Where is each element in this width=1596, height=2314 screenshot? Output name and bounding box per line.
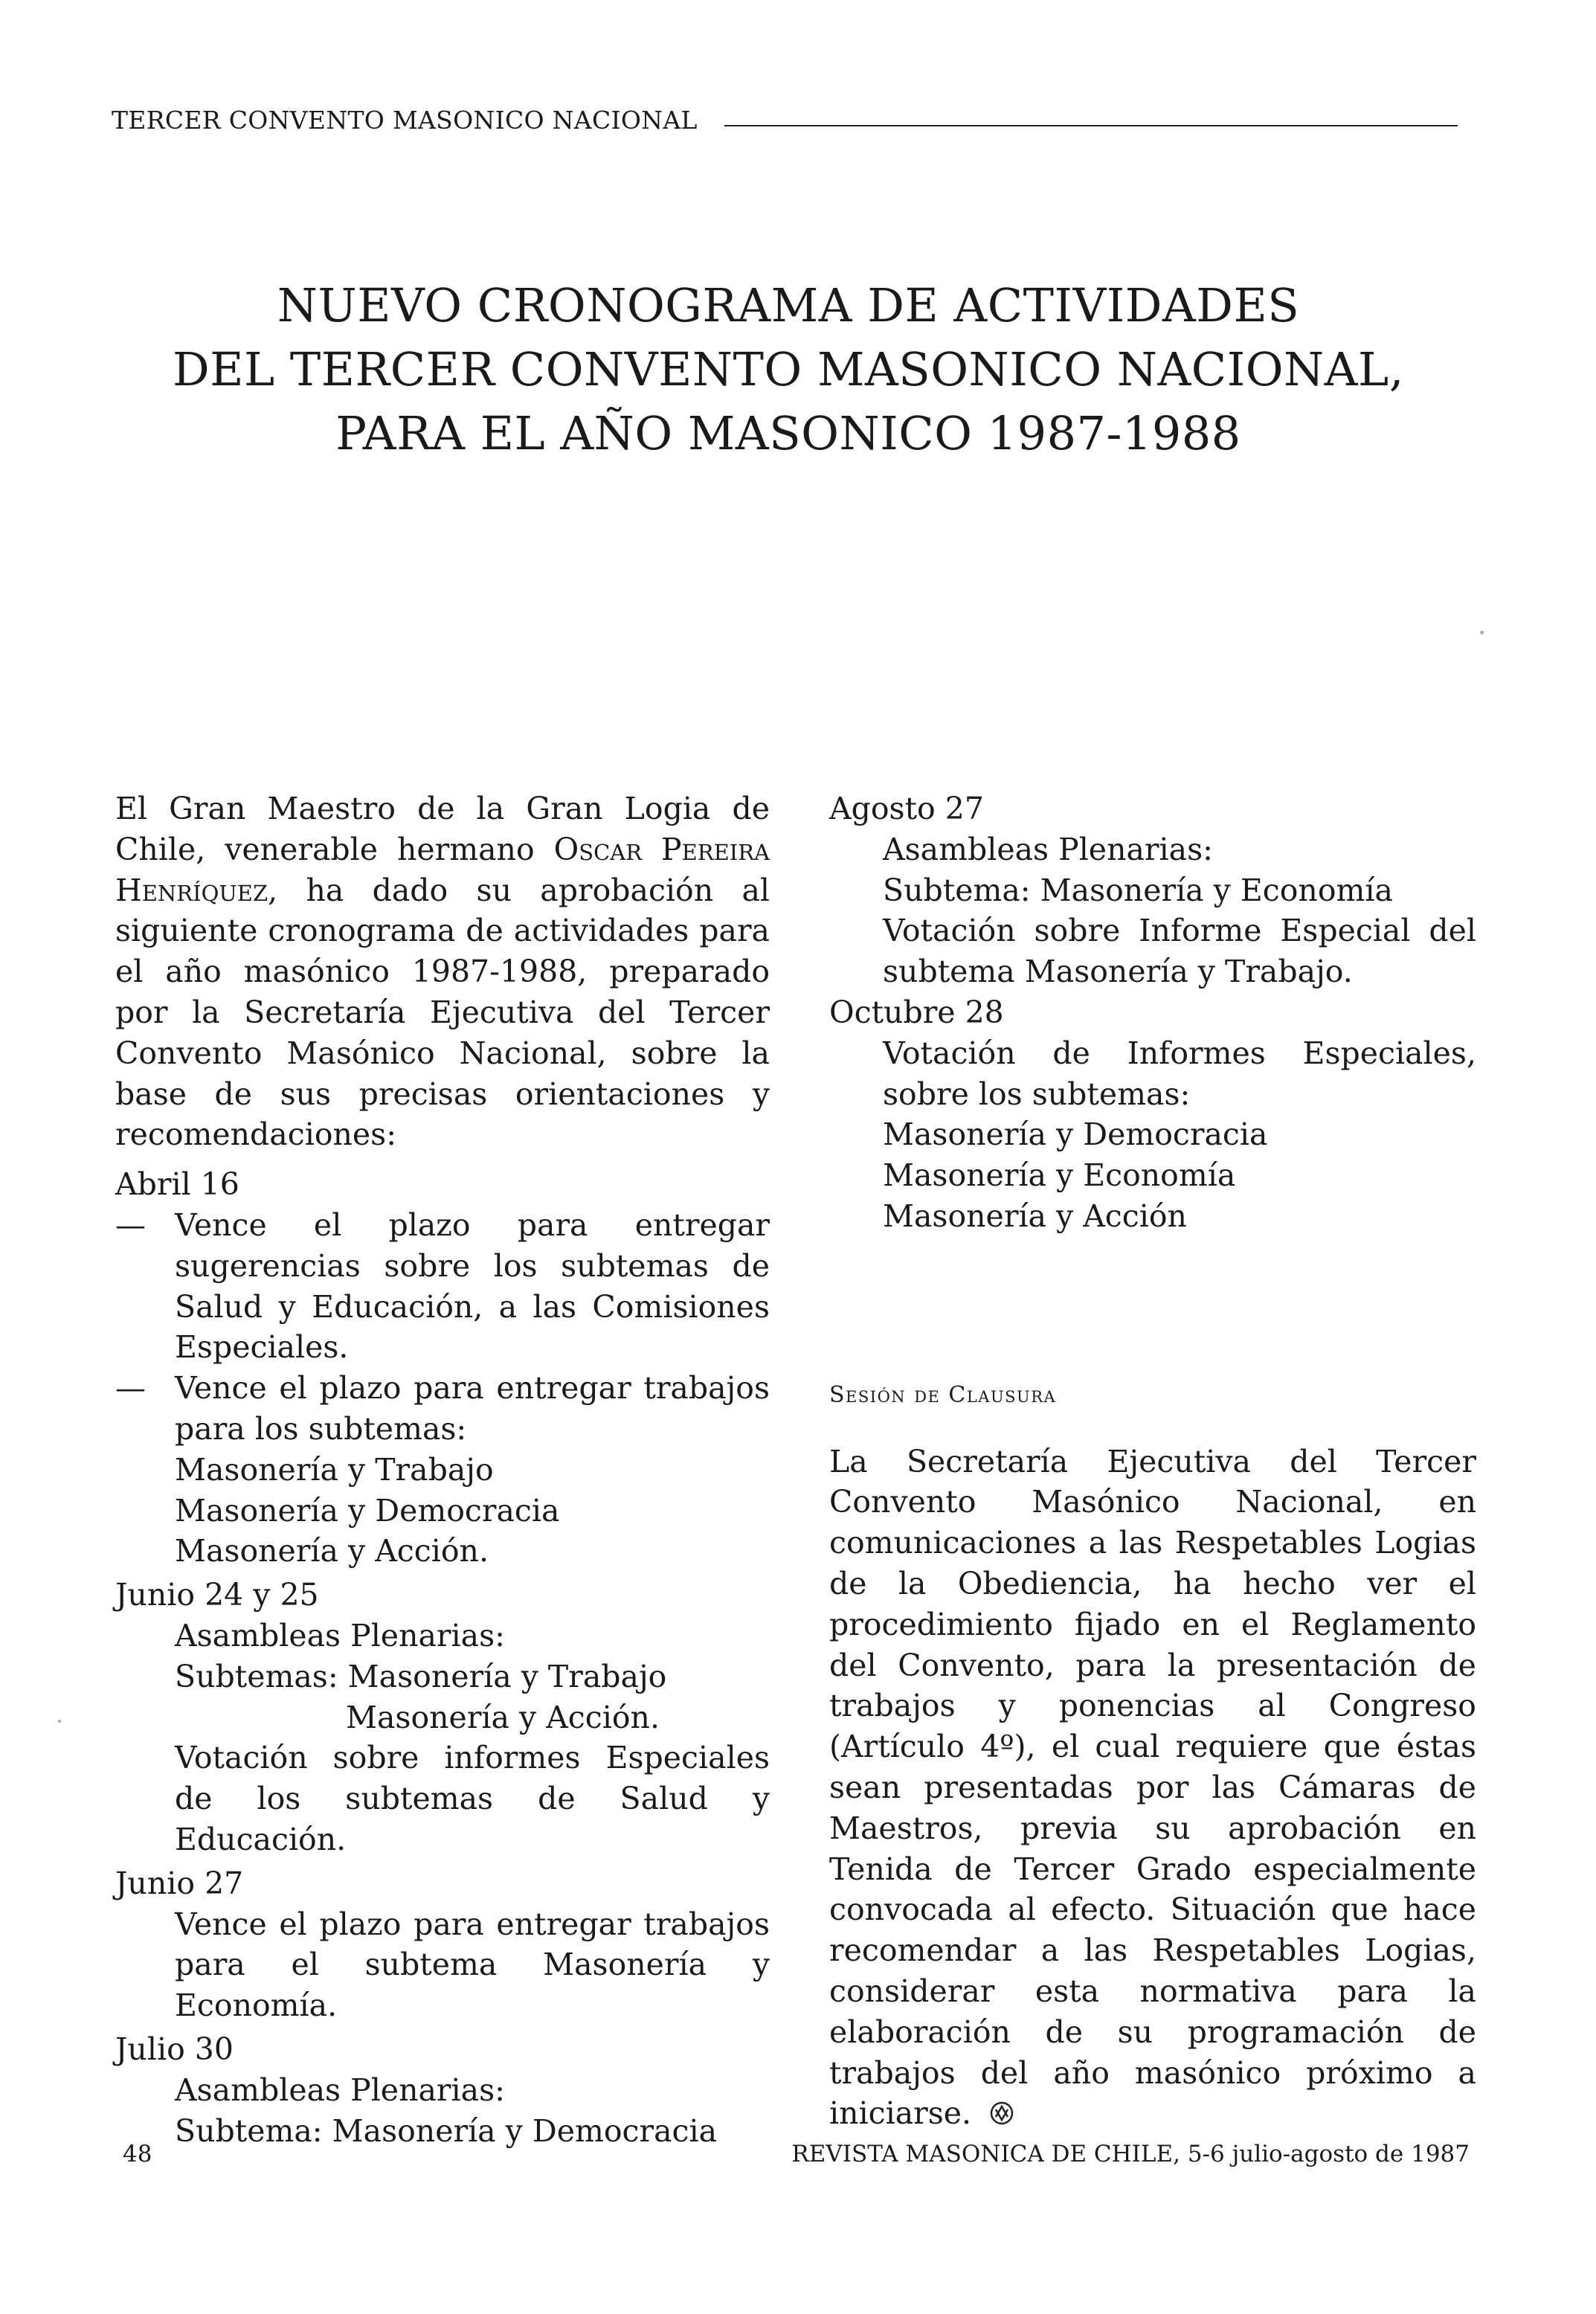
list-item (115, 1205, 770, 1368)
date-junio-27: Junio 27 (115, 1865, 244, 1901)
section-heading-clausura: Sesión de Clausura (829, 1381, 1057, 1408)
title-line-3: PARA EL AÑO MASONICO 1987-1988 (335, 406, 1241, 460)
clausura-body: La Secretaría Ejecutiva del Tercer Convento Masónico Nacional, en comunicaciones a las Respetables Logias de la Obediencia, ha hecho ver el procedimiento fijado en el Reglamento del Convento, para la presentación de trabajos y ponencias al Congreso (Artículo 4º), el cual requiere que éstas sean presentadas por las Cámaras de Maestros, previa su aprobación en Tenida de Tercer Grado especialmente convocada al efecto. Situación que hace recomendar a las Respetables Logias, considerar esta normativa para la elaboración de su programación de trabajos del año masónico próximo a iniciarse. (829, 1443, 1476, 2132)
date-junio-24: Junio 24 y 25 (115, 1577, 319, 1613)
octubre-line-1: Votación de Informes Especiales, sobre los subtemas: (883, 1035, 1476, 1112)
title-line-1: NUEVO CRONOGRAMA DE ACTIVIDADES (277, 278, 1300, 332)
grand-master-name: Oscar Pereira Henríquez (115, 831, 770, 908)
right-column (829, 788, 1476, 2136)
octubre-line-2: Masonería y Democracia (883, 1116, 1268, 1153)
agosto-line-3: Votación sobre Informe Especial del subtema Masonería y Trabajo. (883, 913, 1476, 990)
agosto-line-2: Subtema: Masonería y Economía (883, 872, 1393, 908)
julio-line-2: Subtema: Masonería y Democracia (175, 2112, 718, 2149)
junio2-line-1: Vence el plazo para entregar trabajos para el subtema Masonería y Economía. (175, 1906, 770, 2024)
abril-item-2: Vence el plazo para entregar trabajos para los subtemas: (175, 1370, 770, 1447)
scan-speck (1480, 631, 1484, 634)
page-number: 48 (123, 2141, 152, 2167)
left-column (115, 788, 770, 2151)
octubre-line-3: Masonería y Economía (883, 1157, 1236, 1194)
scan-speck (58, 1720, 61, 1723)
julio-line-1: Asambleas Plenarias: (175, 2072, 505, 2108)
junio1-line-3: Masonería y Acción. (346, 1699, 660, 1735)
date-julio-30: Julio 30 (115, 2031, 234, 2067)
publication-footer: REVISTA MASONICA DE CHILE, 5-6 julio-agosto de 1987 (791, 2141, 1470, 2167)
agosto-line-1: Asambleas Plenarias: (883, 831, 1213, 867)
date-agosto-27: Agosto 27 (829, 791, 984, 826)
abril-sub-1: Masonería y Trabajo (175, 1451, 494, 1488)
title-line-2: DEL TERCER CONVENTO MASONICO NACIONAL, (173, 342, 1404, 396)
list-item (115, 1368, 770, 1450)
junio1-line-4: Votación sobre informes Especiales de los subtemas de Salud y Educación. (175, 1740, 770, 1857)
dash-marker: — (115, 1370, 146, 1407)
running-header (112, 106, 1458, 135)
clausura-paragraph (829, 1442, 1476, 2137)
date-octubre-28: Octubre 28 (829, 994, 1004, 1030)
abril-sub-2: Masonería y Democracia (175, 1492, 560, 1529)
article-title (74, 274, 1502, 466)
junio1-line-2: Subtemas: Masonería y Trabajo (175, 1658, 667, 1694)
header-rule (724, 125, 1458, 126)
dash-marker: — (115, 1206, 146, 1243)
abril-sub-3: Masonería y Acción. (175, 1533, 489, 1569)
junio1-line-1: Asambleas Plenarias: (175, 1617, 505, 1653)
octubre-line-4: Masonería y Acción (883, 1198, 1187, 1234)
intro-text-1: El Gran Maestro de la Gran Logia de Chile, venerable hermano (115, 791, 770, 867)
intro-paragraph (115, 788, 770, 1155)
masonic-emblem-icon (989, 2095, 1014, 2136)
date-abril: Abril 16 (115, 1166, 239, 1203)
abril-item-1: Vence el plazo para entregar sugerencias sobre los subtemas de Salud y Educación, a las Comisiones Especiales. (175, 1206, 770, 1366)
running-title: TERCER CONVENTO MASONICO NACIONAL (112, 106, 698, 135)
intro-text-2: , ha dado su aprobación al siguiente cronograma de actividades para el año masónico 1987-1988, preparado por la Secretaría Ejecutiva del Tercer Convento Masónico Nacional, sobre la base de sus precisas orientaciones y recomendaciones: (115, 872, 770, 1153)
